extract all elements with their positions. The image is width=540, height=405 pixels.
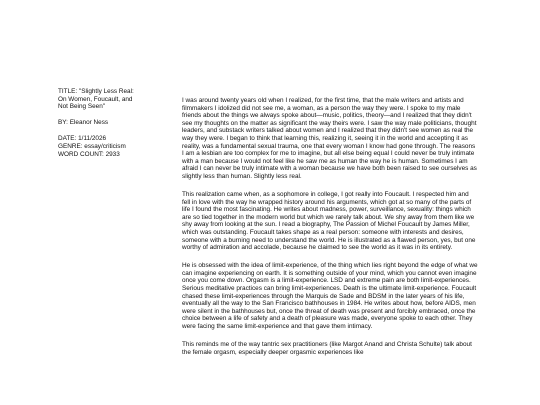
byline: BY: Eleanor Ness [58,119,109,127]
word-count: WORD COUNT: 2933 [58,150,120,158]
title-line-2: On Women, Foucault, and [58,95,133,103]
article-body [182,97,478,367]
date: DATE: 1/11/2026 [58,135,107,143]
title-line-1: TITLE: "Slightly Less Real: [58,88,134,95]
paragraph: He is obsessed with the idea of limit-experience, of the thing which lies right beyond the edge of what we can imagine experiencing on earth. It is something outside of your mind, which you cannot even imagine once you come down. Orgasm is a limit-experience. LSD and extreme pain are both limit-experiences. Serious meditative practices can bring limit-experiences. Death is the ultimate limit-experience. Foucault chased these limit-experiences through the Marquis de Sade and BDSM in the later years of his life, eventually all the way to the San Francisco bathhouses in 1984. He writes about how, before AIDS, men were silent in the bathhouses but, once the threat of death was present and forcibly embraced, once the choice between a life of safety and a death of pleasure was made, everyone spoke to each other. They were facing the same limit-experience and that gave them intimacy. [182,262,478,331]
genre: GENRE: essay/criticism [58,142,126,150]
metadata-block [58,88,170,158]
paragraph: This reminds me of the way tantric sex practitioners (like Margot Anand and Christa Schulte) talk about the female orgasm, especially deeper orgasmic experiences like [182,341,472,356]
paragraph: I was around twenty years old when I realized, for the first time, that the male writers and artists and filmmakers I idolized did not see me, a woman, as a person the way they were. I spoke to my male friends about the things we always spoke about—music, politics, theory—and I realized that they didn't see my thoughts on the matter as significant the way theirs were. I saw the way male politicians, thought leaders, and substack writers talked about women and I realized that they didn't see women as real the way they were. I began to think that learning this, realizing it, seeing it in the world and accepting it as reality, was a fundamental sexual trauma, one that every woman I know had gone through. The reasons I am a lesbian are too complex for me to imagine, but all else being equal I could never be truly intimate with a man because I would not feel like he saw me as human the way he is human. Sometimes I am afraid I can never be truly intimate with a woman because we have both been raised to see ourselves as slightly less than human. Slightly less real. [182,97,477,180]
title-line-3: Not Being Seen" [58,103,106,111]
paragraph: This realization came when, as a sophomore in college, I got really into Foucault. I respected him and fell in love with the way he wrapped history around his arguments, which got at so many of the parts of life I found the most fascinating. He writes about madness, power, surveillance, sexuality: things which are so tied together in the modern world but which we rarely talk about. We shy away from them like we shy away from looking at the sun. I read a biography, The Passion of Michel Foucault by James Miller, which was outstanding. Foucault takes shape as a real person: someone with interests and desires, someone with a burning need to understand the world. He is illustrated as a flawed person, yes, but one worthy of admiration and accolade, because he claimed to see the world as it was in its entirety. [182,191,476,252]
